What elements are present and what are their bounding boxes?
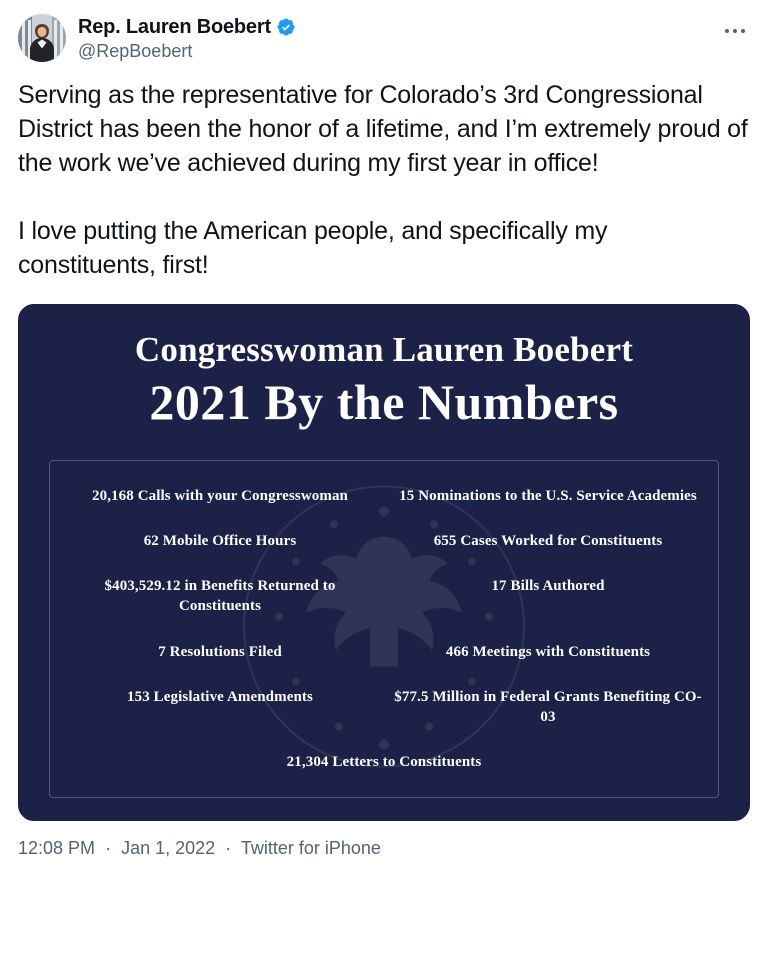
card-subtitle: 2021 By the Numbers — [149, 374, 619, 430]
stat-item: $77.5 Million in Federal Grants Benefiting CO-03 — [394, 688, 702, 725]
stat-item: 153 Legislative Amendments — [127, 688, 313, 705]
stats-grid — [50, 461, 718, 797]
stat-item: 466 Meetings with Constituents — [445, 643, 651, 660]
stat-item: $403,529.12 in Benefits Returned to Constituents — [104, 578, 336, 615]
tweet-source: Twitter for iPhone — [240, 838, 381, 858]
stat-item: 21,304 Letters to Constituents — [286, 754, 482, 771]
stat-item: 20,168 Calls with your Congresswoman — [92, 487, 348, 504]
tweet-paragraph-1: Serving as the representative for Colorado’s 3rd Congressional District has been the honor of a lifetime, and I’m extremely proud of the work we’ve achieved during my first year in office! — [18, 81, 748, 177]
tweet-header — [18, 14, 750, 62]
card-title: Congresswoman Lauren Boebert — [134, 330, 634, 369]
tweet-date: Jan 1, 2022 — [121, 838, 216, 858]
footer-separator: · — [105, 838, 112, 858]
tweet-time: 12:08 PM — [18, 838, 96, 858]
avatar[interactable] — [18, 14, 66, 62]
display-name[interactable]: Rep. Lauren Boebert — [78, 16, 271, 38]
card-heading — [19, 305, 749, 441]
tweet-media-card[interactable] — [18, 304, 750, 821]
stat-item: 655 Cases Worked for Constituents — [433, 532, 663, 549]
tweet-footer — [18, 837, 750, 877]
stat-item: 15 Nominations to the U.S. Service Academies — [399, 487, 697, 504]
tweet-text — [18, 78, 750, 282]
verified-badge-icon — [276, 17, 296, 37]
stats-panel — [49, 460, 719, 798]
tweet-paragraph-2: I love putting the American people, and specifically my constituents, first! — [18, 217, 608, 279]
footer-separator: · — [225, 838, 232, 858]
stat-item: 17 Bills Authored — [491, 578, 605, 595]
stat-item: 62 Mobile Office Hours — [143, 532, 297, 549]
author-name-row — [78, 16, 296, 38]
more-options-icon[interactable] — [720, 20, 750, 42]
handle[interactable]: @RepBoebert — [78, 41, 193, 61]
stat-item: 7 Resolutions Filed — [158, 643, 282, 660]
author-block — [78, 14, 296, 62]
